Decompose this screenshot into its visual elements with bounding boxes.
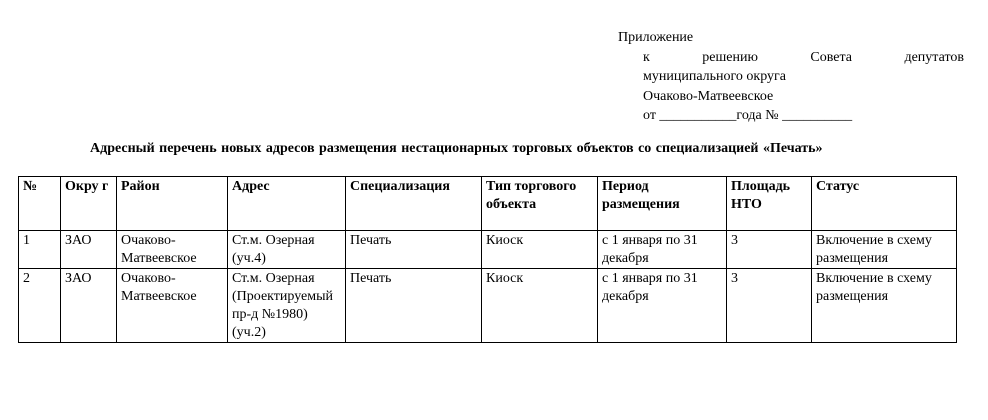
header-number: №	[19, 177, 61, 231]
cell-number: 2	[19, 269, 61, 343]
cell-district: Очаково-Матвеевское	[117, 269, 228, 343]
cell-status: Включение в схему размещения	[812, 231, 957, 269]
appendix-heading: Приложение	[618, 30, 694, 45]
appendix-line-name: Очаково-Матвеевское	[643, 88, 774, 104]
appendix-word: к	[643, 49, 650, 65]
cell-specialization: Печать	[346, 269, 482, 343]
cell-period: с 1 января по 31 декабря	[598, 269, 727, 343]
table-row	[19, 269, 957, 343]
appendix-block	[618, 28, 964, 126]
appendix-word: депутатов	[904, 49, 964, 65]
header-area: Площадь НТО	[727, 177, 812, 231]
appendix-word: решению	[702, 49, 758, 65]
cell-object-type: Киоск	[482, 231, 598, 269]
header-status: Статус	[812, 177, 957, 231]
cell-specialization: Печать	[346, 231, 482, 269]
cell-area: 3	[727, 231, 812, 269]
table-header-row	[19, 177, 957, 231]
cell-okrug: ЗАО	[61, 269, 117, 343]
appendix-line-decision	[618, 48, 964, 68]
cell-district: Очаково-Матвеевское	[117, 231, 228, 269]
cell-okrug: ЗАО	[61, 231, 117, 269]
cell-address: Ст.м. Озерная (уч.4)	[228, 231, 346, 269]
document-title: Адресный перечень новых адресов размещения нестационарных торговых объектов со специализацией «Печать»	[90, 141, 823, 156]
appendix-line-district: муниципального округа	[643, 69, 786, 84]
appendix-word: Совета	[810, 49, 852, 65]
header-district: Район	[117, 177, 228, 231]
cell-area: 3	[727, 269, 812, 343]
header-okrug: Окру г	[61, 177, 117, 231]
cell-object-type: Киоск	[482, 269, 598, 343]
address-table	[18, 176, 957, 343]
cell-address: Ст.м. Озерная (Проектируемый пр-д №1980) (уч.2)	[228, 269, 346, 343]
header-specialization: Специализация	[346, 177, 482, 231]
header-address: Адрес	[228, 177, 346, 231]
table-row	[19, 231, 957, 269]
header-object-type: Тип торгового объекта	[482, 177, 598, 231]
header-period: Период размещения	[598, 177, 727, 231]
appendix-line-date: от ___________года № __________	[643, 108, 853, 123]
cell-number: 1	[19, 231, 61, 269]
cell-status: Включение в схему размещения	[812, 269, 957, 343]
cell-period: с 1 января по 31 декабря	[598, 231, 727, 269]
